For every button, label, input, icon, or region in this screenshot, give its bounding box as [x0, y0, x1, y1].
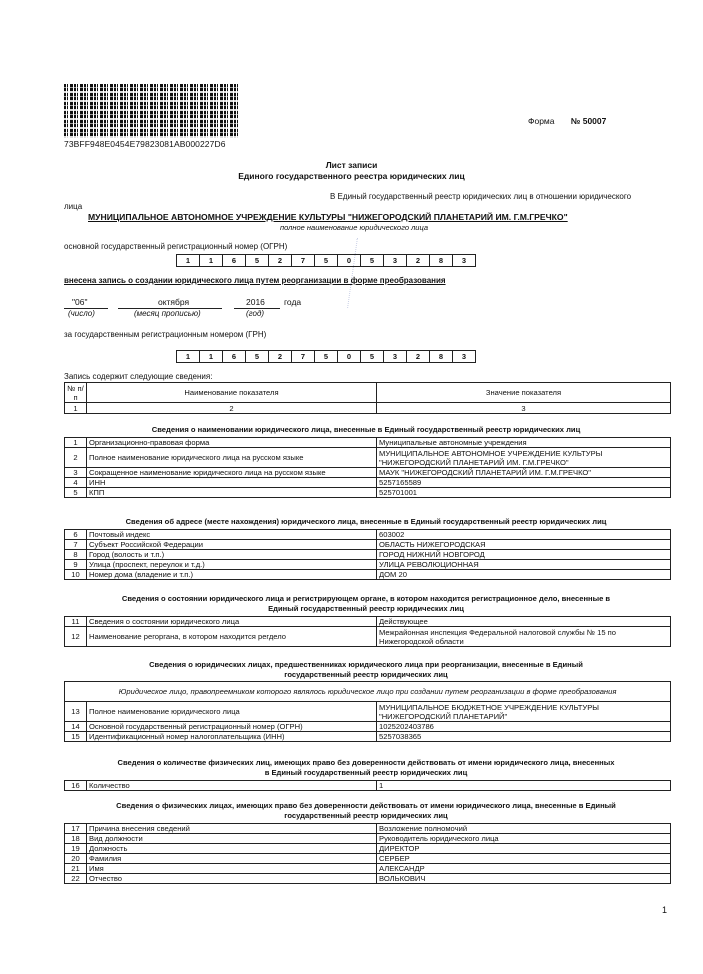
date-year-word: года [284, 297, 302, 307]
doc-title: Лист записи [325, 160, 378, 170]
row-name: Организационно-правовая форма [87, 438, 377, 448]
ogrn-digit: 7 [292, 254, 315, 267]
count-table [64, 780, 671, 791]
row-value: СЕРБЕР [377, 854, 671, 864]
row-num: 14 [65, 722, 87, 732]
col-index: 3 [377, 403, 671, 414]
grn-digit: 2 [269, 350, 292, 363]
col-num-header: № п/п [65, 383, 87, 403]
grn-digit: 8 [430, 350, 453, 363]
grn-digit: 5 [361, 350, 384, 363]
row-name: ИНН [87, 478, 377, 488]
row-value: 603002 [377, 530, 671, 540]
barcode [64, 84, 240, 138]
status-table [64, 616, 671, 647]
section-predecessor-line2: государственный реестр юридических лиц [284, 669, 448, 679]
row-num: 12 [65, 627, 87, 647]
row-name: Полное наименование юридического лица на русском языке [87, 448, 377, 468]
intro-line: В Единый государственный реестр юридических лиц в отношении юридического [330, 192, 632, 201]
row-num: 7 [65, 540, 87, 550]
form-label-text: Форма [528, 116, 555, 126]
row-name: Сокращенное наименование юридического лица на русском языке [87, 468, 377, 478]
barcode-text: 73BFF948E0454E79823081AB000227D6 [64, 139, 226, 149]
table-row [65, 468, 671, 478]
row-value: ДОМ 20 [377, 570, 671, 580]
row-name: Имя [87, 864, 377, 874]
section-persons-title [64, 801, 668, 820]
section-status-line2: Единый государственный реестр юридических лиц [268, 603, 464, 613]
row-name: Полное наименование юридического лица [87, 702, 377, 722]
row-num: 4 [65, 478, 87, 488]
org-name-caption: полное наименование юридического лица [280, 223, 429, 232]
date-year: 2016 [246, 297, 265, 307]
row-value: 1 [377, 781, 671, 791]
row-value: МУНИЦИПАЛЬНОЕ АВТОНОМНОЕ УЧРЕЖДЕНИЕ КУЛЬТУРЫ "НИЖЕГОРОДСКИЙ ПЛАНЕТАРИЙ ИМ. Г.М.ГРЕЧКО" [377, 448, 671, 468]
grn-label: за государственным регистрационным номером (ГРН) [64, 330, 267, 339]
ogrn-digit: 2 [407, 254, 430, 267]
grn-digit: 5 [246, 350, 269, 363]
row-name: Количество [87, 781, 377, 791]
ogrn-digit: 5 [246, 254, 269, 267]
ogrn-digit: 6 [223, 254, 246, 267]
table-row [65, 702, 671, 722]
row-num: 9 [65, 560, 87, 570]
table-row [65, 540, 671, 550]
row-name: Причина внесения сведений [87, 824, 377, 834]
row-value: ДИРЕКТОР [377, 844, 671, 854]
ogrn-digit: 3 [453, 254, 476, 267]
section-name-title: Сведения о наименовании юридического лица, внесенные в Единый государственный реестр юридических лиц [151, 425, 581, 434]
table-row [65, 570, 671, 580]
table-row [65, 781, 671, 791]
col-name-header: Наименование показателя [87, 383, 377, 403]
ogrn-digit: 1 [176, 254, 200, 267]
row-name: Почтовый индекс [87, 530, 377, 540]
section-predecessor-title [64, 660, 668, 679]
table-row [65, 560, 671, 570]
section-status-title [64, 594, 668, 613]
row-value: 1025202403786 [377, 722, 671, 732]
day-caption: (число) [68, 309, 95, 318]
table-row [65, 627, 671, 647]
row-name: Вид должности [87, 834, 377, 844]
table-row [65, 617, 671, 627]
date-day: "06" [72, 297, 88, 307]
row-name: Субъект Российской Федерации [87, 540, 377, 550]
ogrn-digit: 5 [315, 254, 338, 267]
grn-digit: 1 [176, 350, 200, 363]
row-value: 5257165589 [377, 478, 671, 488]
row-value: МАУК "НИЖЕГОРОДСКИЙ ПЛАНЕТАРИЙ ИМ. Г.М.ГРЕЧКО" [377, 468, 671, 478]
table-row [65, 448, 671, 468]
section-count-line1: Сведения о количестве физических лиц, имеющих право без доверенности действовать от имени юридического лица, внесенных [117, 758, 615, 767]
intro-line-2: лица [64, 202, 83, 211]
record-made: внесена запись о создании юридического лица путем реорганизации в форме преобразования [64, 276, 446, 285]
section-persons-line2: государственный реестр юридических лиц [284, 810, 448, 820]
table-row [65, 732, 671, 742]
row-name: Должность [87, 844, 377, 854]
row-num: 13 [65, 702, 87, 722]
row-num: 10 [65, 570, 87, 580]
predecessor-subheader: Юридическое лицо, правопреемником которого являлось юридическое лицо при создании путем реорганизации в форме преобразования [65, 682, 671, 702]
row-num: 17 [65, 824, 87, 834]
row-value: ОБЛАСТЬ НИЖЕГОРОДСКАЯ [377, 540, 671, 550]
table-row [65, 874, 671, 884]
row-num: 11 [65, 617, 87, 627]
form-number: № 50007 [570, 116, 607, 126]
row-num: 3 [65, 468, 87, 478]
section-address-title: Сведения об адресе (месте нахождения) юридического лица, внесенные в Единый государственный реестр юридических лиц [125, 517, 607, 526]
ogrn-digit: 2 [269, 254, 292, 267]
col-value-header: Значение показателя [377, 383, 671, 403]
ogrn-digit: 8 [430, 254, 453, 267]
table-row [65, 478, 671, 488]
row-num: 20 [65, 854, 87, 864]
row-num: 6 [65, 530, 87, 540]
row-num: 19 [65, 844, 87, 854]
table-row [65, 550, 671, 560]
row-value: Руководитель юридического лица [377, 834, 671, 844]
page-number: 1 [661, 905, 667, 915]
col-index: 2 [87, 403, 377, 414]
grn-digit: 1 [200, 350, 223, 363]
table-row [65, 722, 671, 732]
row-num: 22 [65, 874, 87, 884]
row-value: ВОЛЬКОВИЧ [377, 874, 671, 884]
grn-digit: 2 [407, 350, 430, 363]
section-count-title [64, 758, 668, 777]
row-num: 8 [65, 550, 87, 560]
address-table [64, 529, 671, 580]
name-table [64, 437, 671, 498]
section-persons-line1: Сведения о физических лицах, имеющих право без доверенности действовать от имени юридического лица, внесенные в Единый [116, 801, 616, 810]
row-name: Основной государственный регистрационный номер (ОГРН) [87, 722, 377, 732]
grn-digit: 3 [453, 350, 476, 363]
section-predecessor-line1: Сведения о юридических лицах, предшественниках юридического лица при реорганизации, внесенные в Единый [149, 660, 583, 669]
year-caption: (год) [246, 309, 265, 318]
row-name: Фамилия [87, 854, 377, 864]
org-full-name: МУНИЦИПАЛЬНОЕ АВТОНОМНОЕ УЧРЕЖДЕНИЕ КУЛЬТУРЫ "НИЖЕГОРОДСКИЙ ПЛАНЕТАРИЙ ИМ. Г.М.ГРЕЧКО" [88, 212, 568, 222]
row-name: Наименование регоргана, в котором находится регдело [87, 627, 377, 647]
contains-label: Запись содержит следующие сведения: [64, 372, 213, 381]
grn-digit: 0 [338, 350, 361, 363]
ogrn-digit: 5 [361, 254, 384, 267]
row-name: Сведения о состоянии юридического лица [87, 617, 377, 627]
row-num: 2 [65, 448, 87, 468]
row-value: УЛИЦА РЕВОЛЮЦИОННАЯ [377, 560, 671, 570]
table-row [65, 854, 671, 864]
row-name: Улица (проспект, переулок и т.д.) [87, 560, 377, 570]
row-value: 525701001 [377, 488, 671, 498]
col-index: 1 [65, 403, 87, 414]
row-value: Возложение полномочий [377, 824, 671, 834]
doc-subtitle: Единого государственного реестра юридических лиц [238, 171, 465, 181]
section-count-line2: в Единый государственный реестр юридических лиц [264, 767, 468, 777]
section-status-line1: Сведения о состоянии юридического лица и регистрирующем органе, в котором находится регистрационное дело, внесенные в [121, 594, 611, 603]
row-value: Действующее [377, 617, 671, 627]
grn-digit: 3 [384, 350, 407, 363]
table-row [65, 844, 671, 854]
ogrn-digit: 0 [338, 254, 361, 267]
row-value: Муниципальные автономные учреждения [377, 438, 671, 448]
row-value: АЛЕКСАНДР [377, 864, 671, 874]
grn-digit: 6 [223, 350, 246, 363]
stamp-mark [347, 238, 388, 308]
ogrn-digit: 1 [200, 254, 223, 267]
table-row [65, 438, 671, 448]
table-row [65, 488, 671, 498]
ogrn-label: основной государственный регистрационный номер (ОГРН) [64, 242, 288, 251]
row-num: 18 [65, 834, 87, 844]
table-row [65, 834, 671, 844]
row-value: Межрайонная инспекция Федеральной налоговой службы № 15 по Нижегородской области [377, 627, 671, 647]
row-name: Идентификационный номер налогоплательщика (ИНН) [87, 732, 377, 742]
ogrn-digit-boxes [176, 254, 476, 267]
row-name: КПП [87, 488, 377, 498]
table-row [65, 824, 671, 834]
month-caption: (месяц прописью) [134, 309, 201, 318]
grn-digit: 7 [292, 350, 315, 363]
form-label [528, 116, 606, 126]
row-num: 21 [65, 864, 87, 874]
table-row [65, 864, 671, 874]
predecessor-table [64, 681, 671, 742]
grn-digit: 5 [315, 350, 338, 363]
table-row [65, 530, 671, 540]
header-table [64, 382, 671, 414]
row-name: Город (волость и т.п.) [87, 550, 377, 560]
date-month: октября [158, 297, 190, 307]
ogrn-digit: 3 [384, 254, 407, 267]
row-num: 16 [65, 781, 87, 791]
row-num: 1 [65, 438, 87, 448]
row-num: 15 [65, 732, 87, 742]
row-value: МУНИЦИПАЛЬНОЕ БЮДЖЕТНОЕ УЧРЕЖДЕНИЕ КУЛЬТУРЫ "НИЖЕГОРОДСКИЙ ПЛАНЕТАРИЙ" [377, 702, 671, 722]
persons-table [64, 823, 671, 884]
grn-digit-boxes [176, 350, 476, 363]
row-name: Отчество [87, 874, 377, 884]
row-name: Номер дома (владение и т.п.) [87, 570, 377, 580]
row-value: ГОРОД НИЖНИЙ НОВГОРОД [377, 550, 671, 560]
row-num: 5 [65, 488, 87, 498]
row-value: 5257038365 [377, 732, 671, 742]
